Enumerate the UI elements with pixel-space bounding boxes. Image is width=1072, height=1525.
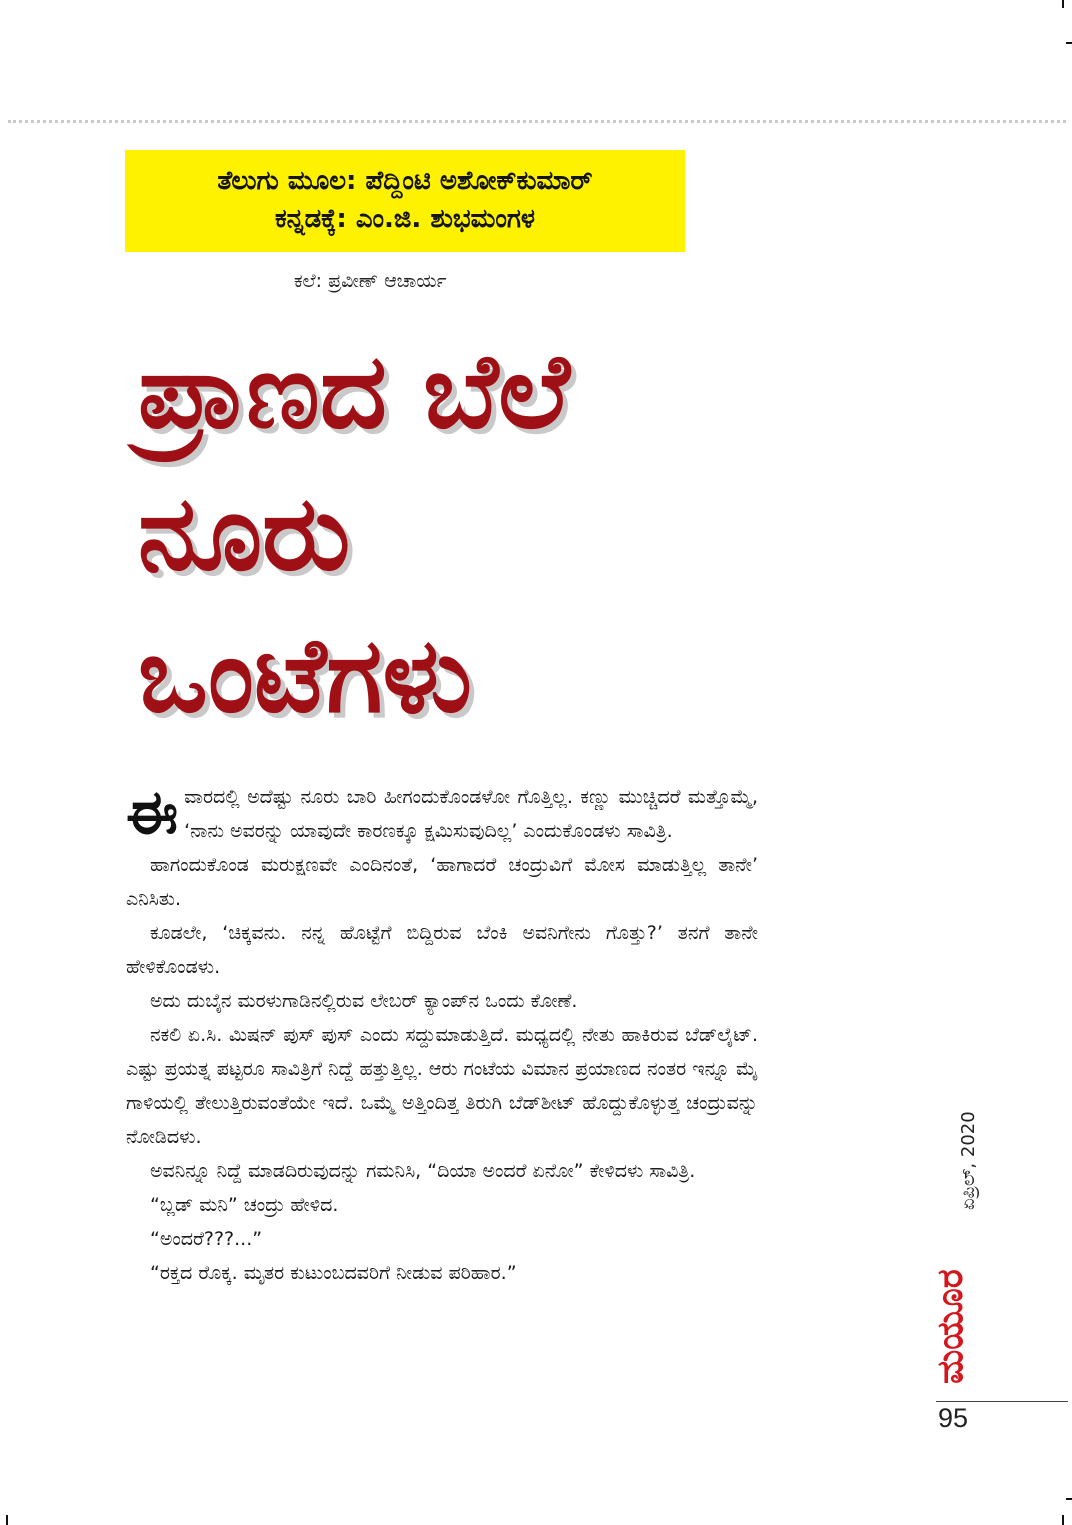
paragraph: ಕೂಡಲೇ, ‘ಚಿಕ್ಕವನು. ನನ್ನ ಹೊಟ್ಟೆಗೆ ಬಿದ್ದಿರುವ ಬೆಂಕಿ ಅವನಿಗೇನು ಗೊತ್ತು?’ ತನಗೆ ತಾನೇ ಹೇಳಿಕೊಂಡಳು. [126, 922, 758, 978]
footer-divider [936, 1401, 1068, 1402]
paragraph: ಅದು ದುಬೈನ ಮರಳುಗಾಡಿನಲ್ಲಿರುವ ಲೇಬರ್ ಕ್ಯಾಂಪ್‌ನ ಒಂದು ಕೋಣೆ. [150, 990, 578, 1012]
paragraph: ನಕಲಿ ಏ.ಸಿ. ಮಿಷನ್ ಪುಸ್ ಪುಸ್ ಎಂದು ಸದ್ದುಮಾಡುತ್ತಿದೆ. ಮಧ್ಯದಲ್ಲಿ ನೇತು ಹಾಕಿರುವ ಬೆಡ್‌ಲೈಟ್. ಎಷ್ಟು ಪ್ರಯತ್ನ ಪಟ್ಟರೂ ಸಾವಿತ್ರಿಗೆ ನಿದ್ದೆ ಹತ್ತುತ್ತಿಲ್ಲ. ಆರು ಗಂಟೆಯ ವಿಮಾನ ಪ್ರಯಾಣದ ನಂತರ ಇನ್ನೂ ಮೈ ಗಾಳಿಯಲ್ಲಿ ತೇಲುತ್ತಿರುವಂತೆಯೇ ಇದೆ. ಒಮ್ಮೆ ಅತ್ತಿಂದಿತ್ತ ತಿರುಗಿ ಬೆಡ್‌ಶೀಟ್ ಹೊದ್ದುಕೊಳ್ಳುತ್ತ ಚಂದ್ರುವನ್ನು ನೋಡಿದಳು. [126, 1024, 758, 1148]
dialogue-line: “ಅಂದರೆ???...” [150, 1228, 263, 1250]
header-divider [8, 120, 1066, 123]
crop-mark [1066, 1498, 1072, 1500]
dialogue-line: “ಬ್ಲಡ್ ಮನಿ” ಚಂದ್ರು ಹೇಳಿದ. [150, 1194, 339, 1216]
original-author-credit: ತೆಲುಗು ಮೂಲ: ಪೆದ್ದಿಂಟಿ ಅಶೋಕ್‌ಕುಮಾರ್ [217, 166, 593, 196]
crop-mark [1062, 0, 1064, 8]
title-line-1: ಪ್ರಾಣದ ಬೆಲೆ [138, 330, 570, 452]
crop-mark [1066, 42, 1072, 44]
crop-mark [1062, 1515, 1064, 1525]
story-body [126, 780, 758, 1290]
dialogue-line: “ರಕ್ತದ ರೊಕ್ಕ. ಮೃತರ ಕುಟುಂಬದವರಿಗೆ ನೀಡುವ ಪರಿಹಾರ.” [150, 1262, 517, 1284]
paragraph: ಹಾಗಂದುಕೊಂಡ ಮರುಕ್ಷಣವೇ ಎಂದಿನಂತೆ, ‘ಹಾಗಾದರೆ ಚಂದ್ರುವಿಗೆ ಮೋಸ ಮಾಡುತ್ತಿಲ್ಲ ತಾನೇ’ ಎನಿಸಿತು. [126, 854, 758, 910]
art-credit: ಕಲೆ: ಪ್ರವೀಣ್ ಆಚಾರ್ಯ [294, 270, 447, 292]
title-line-3: ಒಂಟೆಗಳು [138, 614, 473, 736]
paragraph: ಅವನಿನ್ನೂ ನಿದ್ದೆ ಮಾಡದಿರುವುದನ್ನು ಗಮನಿಸಿ, “ದಿಯಾ ಅಂದರೆ ಏನೋ” ಕೇಳಿದಳು ಸಾವಿತ್ರಿ. [150, 1160, 696, 1182]
paragraph-text: ವಾರದಲ್ಲಿ ಅದೆಷ್ಟು ನೂರು ಬಾರಿ ಹೀಗಂದುಕೊಂಡಳೋ ಗೊತ್ತಿಲ್ಲ. ಕಣ್ಣು ಮುಚ್ಚಿದರೆ ಮತ್ತೊಮ್ಮೆ, ‘ನಾನು ಅವರನ್ನು ಯಾವುದೇ ಕಾರಣಕ್ಕೂ ಕ್ಷಮಿಸುವುದಿಲ್ಲ’ ಎಂದುಕೊಂಡಳು ಸಾವಿತ್ರಿ. [184, 786, 758, 842]
drop-cap: ಈ [126, 778, 179, 848]
page-number: 95 [938, 1403, 969, 1433]
crop-mark [6, 1515, 8, 1525]
author-credit-box [125, 150, 685, 252]
story-title [138, 320, 570, 746]
translator-credit: ಕನ್ನಡಕ್ಕೆ: ಎಂ.ಜಿ. ಶುಭಮಂಗಳ [274, 204, 536, 234]
magazine-logo: ಮಯೂರ [930, 1269, 971, 1384]
title-line-2: ನೂರು [138, 472, 351, 594]
issue-date: ಏಪ್ರಿಲ್, 2020 [958, 1111, 979, 1210]
paragraph [126, 780, 758, 848]
